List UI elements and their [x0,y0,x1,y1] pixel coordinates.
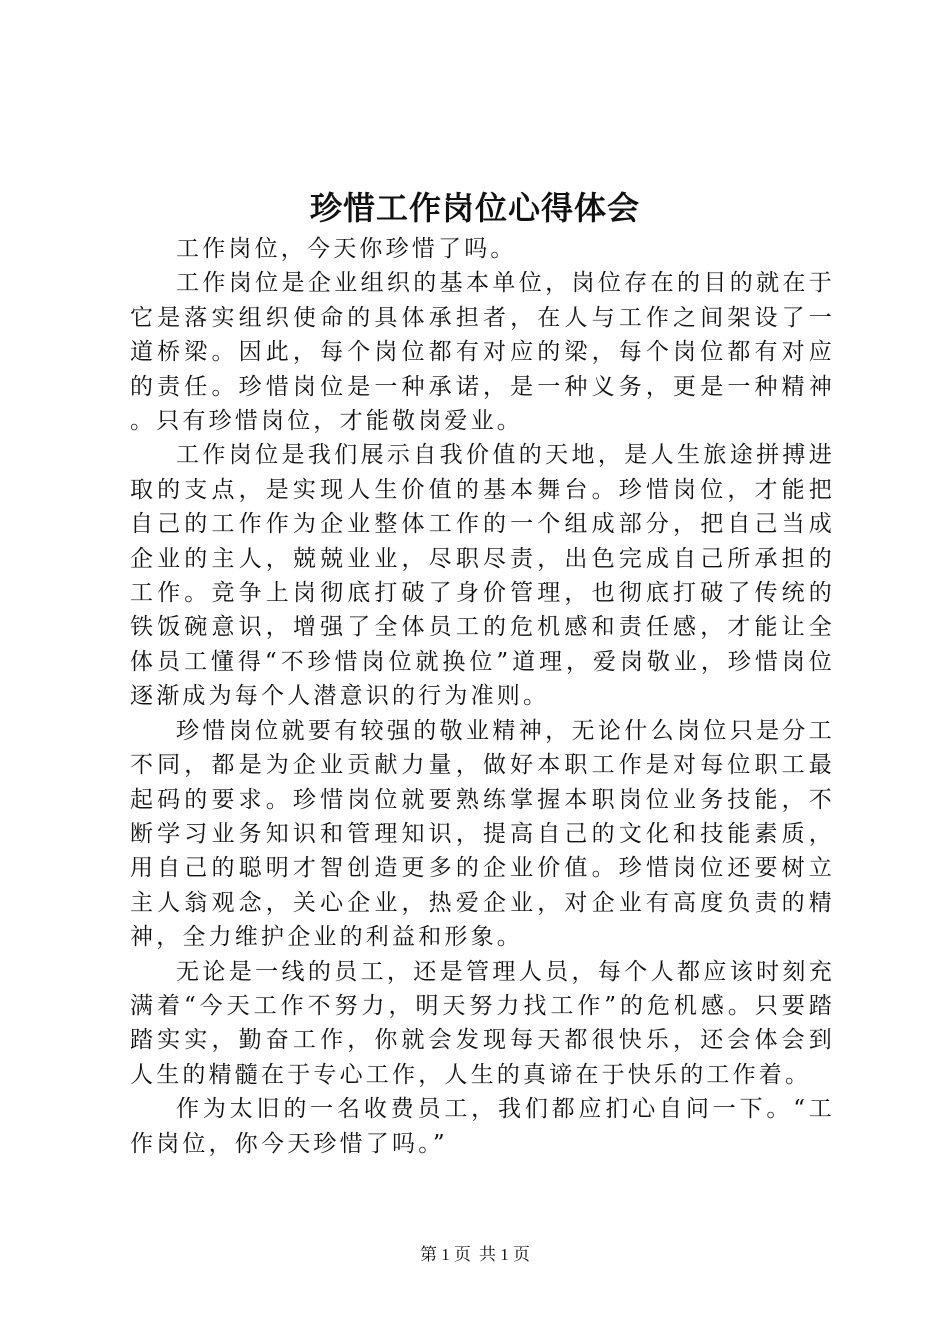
paragraph-6: 作为太旧的一名收费员工，我们都应扪心自问一下。“工作岗位，你今天珍惜了吗。” [130,1096,835,1157]
paragraph-4: 珍惜岗位就要有较强的敬业精神，无论什么岗位只是分工不同，都是为企业贡献力量，做好本职工作是对每位职工最起码的要求。珍惜岗位就要熟练掌握本职岗位业务技能，不断学习业务知识和管理知识，提高自己的文化和技能素质，用自己的聪明才智创造更多的企业价值。珍惜岗位还要树立主人翁观念，关心企业，热爱企业，对企业有高度负责的精神，全力维护企业的利益和形象。 [130,717,835,951]
document-title: 珍惜工作岗位心得体会 [309,189,640,227]
page-number: 第 1 页 [420,1245,471,1264]
paragraph-2: 工作岗位是企业组织的基本单位，岗位存在的目的就在于它是落实组织使命的具体承担者，在人与工作之间架设了一道桥梁。因此，每个岗位都有对应的梁，每个岗位都有对应的责任。珍惜岗位是一种承诺，是一种义务，更是一种精神。只有珍惜岗位，才能敬岗爱业。 [130,270,835,435]
document-body [130,232,835,1161]
paragraph-1: 工作岗位，今天你珍惜了吗。 [176,236,517,262]
paragraph-5: 无论是一线的员工，还是管理人员，每个人都应该时刻充满着“今天工作不努力，明天努力找工作”的危机感。只要踏踏实实，勤奋工作，你就会发现每天都很快乐，还会体会到人生的精髓在于专心工作，人生的真谛在于快乐的工作着。 [130,958,835,1088]
paragraph-3: 工作岗位是我们展示自我价值的天地，是人生旅途拼搏进取的支点，是实现人生价值的基本舞台。珍惜岗位，才能把自己的工作作为企业整体工作的一个组成部分，把自己当成企业的主人，兢兢业业，尽职尽责，出色完成自己所承担的工作。竞争上岗彻底打破了身价管理，也彻底打破了传统的铁饭碗意识，增强了全体员工的危机感和责任感，才能让全体员工懂得“不珍惜岗位就换位”道理，爱岗敬业，珍惜岗位逐渐成为每个人潜意识的行为准则。 [130,442,835,710]
page-total: 共 1 页 [479,1245,530,1264]
page-footer [0,1243,950,1267]
